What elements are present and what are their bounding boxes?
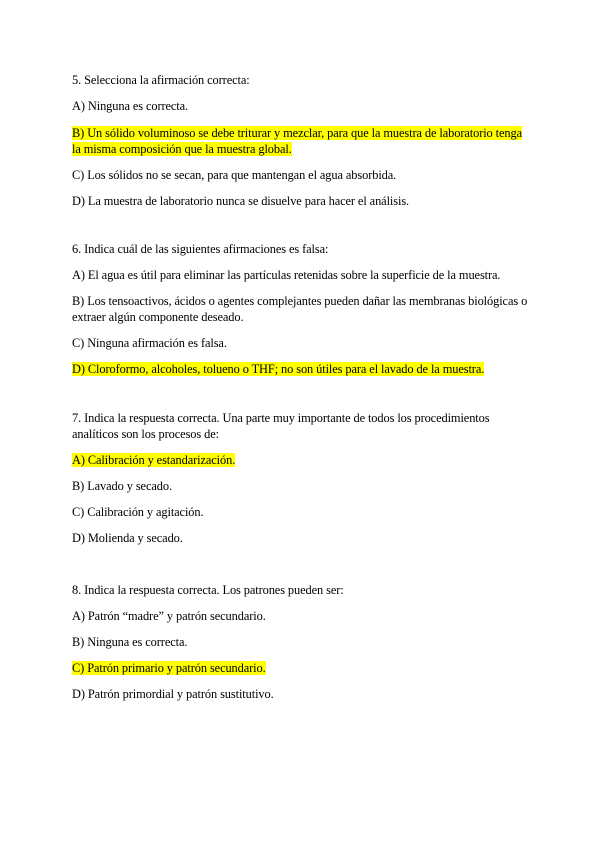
question-7-stem: 7. Indica la respuesta correcta. Una parte muy importante de todos los procedimientos analíticos son los procesos de: [72,411,490,441]
question-8-option-d: D) Patrón primordial y patrón sustitutivo. [72,687,274,701]
question-5-option-c: C) Los sólidos no se secan, para que mantengan el agua absorbida. [72,168,397,182]
question-5-option-a: A) Ninguna es correcta. [72,99,189,113]
question-6-option-b: B) Los tensoactivos, ácidos o agentes complejantes pueden dañar las membranas biológicas o extraer algún componente deseado. [72,294,528,324]
question-8-stem: 8. Indica la respuesta correcta. Los patrones pueden ser: [72,583,344,597]
question-7-option-c: C) Calibración y agitación. [72,505,204,519]
question-6-option-d [72,361,530,377]
question-8 [72,582,530,702]
highlighted-answer: C) Patrón primario y patrón secundario. [72,661,266,675]
highlighted-answer: B) Un sólido voluminoso se debe triturar y mezclar, para que la muestra de laboratorio tenga la misma composición que la muestra global. [72,126,522,156]
question-5-option-d: D) La muestra de laboratorio nunca se disuelve para hacer el análisis. [72,194,410,208]
question-7-option-d: D) Molienda y secado. [72,531,183,545]
question-5 [72,72,530,209]
highlighted-answer: A) Calibración y estandarización. [72,453,236,467]
question-7 [72,410,530,546]
question-8-option-c [72,660,530,676]
question-6 [72,241,530,377]
question-7-option-a [72,452,530,468]
question-8-option-a: A) Patrón “madre” y patrón secundario. [72,609,266,623]
question-6-stem: 6. Indica cuál de las siguientes afirmaciones es falsa: [72,242,329,256]
question-5-option-b [72,125,530,157]
question-6-option-c: C) Ninguna afirmación es falsa. [72,336,227,350]
question-7-option-b: B) Lavado y secado. [72,479,172,493]
question-5-stem: 5. Selecciona la afirmación correcta: [72,73,250,87]
highlighted-answer: D) Cloroformo, alcoholes, tolueno o THF; no son útiles para el lavado de la muestra. [72,362,485,376]
question-8-option-b: B) Ninguna es correcta. [72,635,188,649]
question-6-option-a: A) El agua es útil para eliminar las partículas retenidas sobre la superficie de la muestra. [72,268,501,282]
